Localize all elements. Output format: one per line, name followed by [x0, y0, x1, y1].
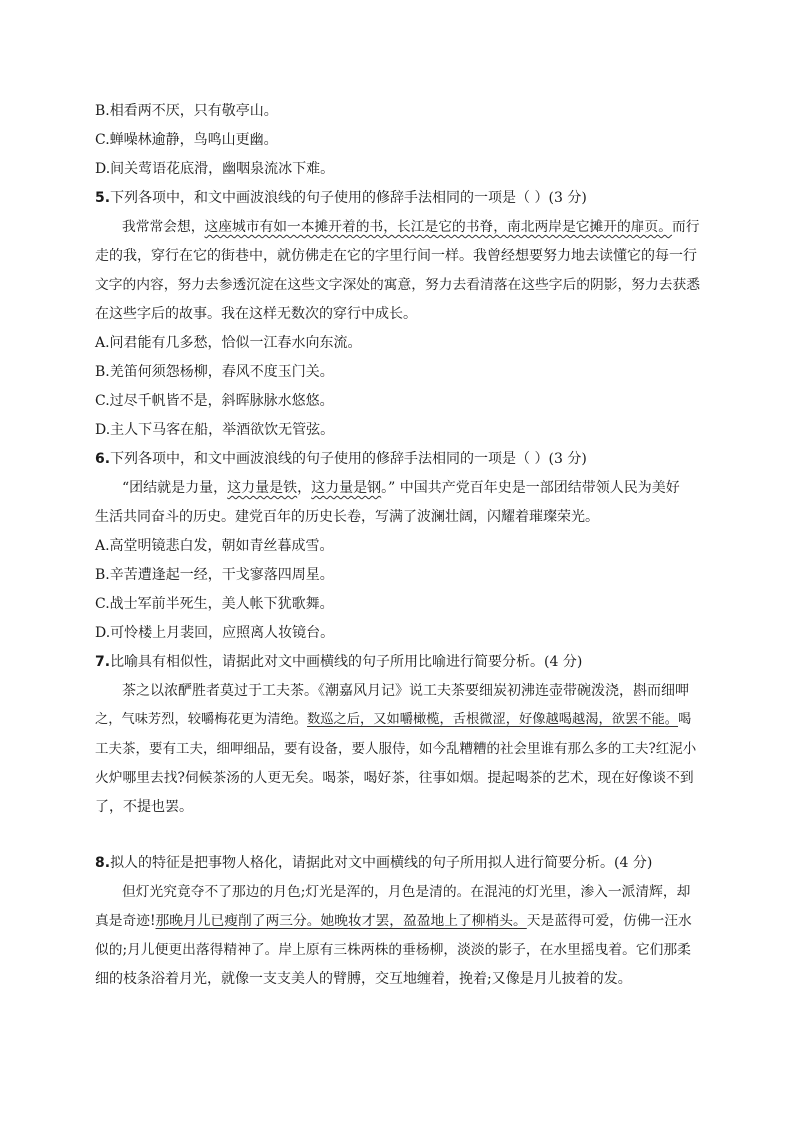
q6-passage-text: ， — [297, 480, 312, 496]
q6-passage-line-1 — [122, 479, 680, 497]
q5-number: 5. — [95, 190, 111, 206]
q6-number: 6. — [95, 451, 111, 467]
q5-passage-line-3: 文字的内容，努力去参透沉淀在这些文字深处的寓意，努力去看清落在这些字后的阴影，努力去获悉 — [95, 277, 701, 293]
q4-option-b: B.相看两不厌，只有敬亭山。 — [95, 103, 278, 119]
q7-passage-line-4: 火炉哪里去找?伺候茶汤的人更无矣。喝茶，喝好茶，往事如烟。提起喝茶的艺术，现在好像谈不到 — [95, 770, 694, 786]
q6-option-d: D.可怜楼上月裴回，应照离人妆镜台。 — [95, 625, 335, 641]
q8-passage-text: 天是蓝得可爱，仿佛一汪水 — [526, 913, 692, 929]
q5-option-a: A.问君能有几多愁，恰似一江春水向东流。 — [95, 335, 362, 351]
q6-option-b: B.辛苦遭逢起一经，干戈寥落四周星。 — [95, 567, 334, 583]
q8-passage-line-4: 细的枝条浴着月光，就像一支支美人的臂膊，交互地缠着，挽着;又像是月儿披着的发。 — [95, 971, 632, 987]
q5-wavy-sentence: 这座城市有如一本摊开着的书，长江是它的书脊，南北两岸是它摊开的扉页。 — [204, 219, 673, 235]
q5-passage-text: 而行 — [672, 219, 700, 235]
q6-stem — [95, 450, 587, 468]
q7-underlined-sentence: 数巡之后，又如嚼橄榄，舌根微涩，好像越喝越渴，欲罢不能。 — [307, 712, 679, 727]
q5-passage-text: 我常常会想， — [122, 219, 205, 235]
q5-stem-text: 下列各项中，和文中画波浪线的句子使用的修辞手法相同的一项是（ ）(3 分) — [110, 190, 587, 206]
q7-passage-text: 之，气味芳烈，较嚼梅花更为清绝。 — [95, 712, 308, 727]
q7-passage-line-1: 茶之以浓酽胜者莫过于工夫茶。《潮嘉风月记》说工夫茶要细炭初沸连壶带碗泼浇，斟而细呷 — [122, 683, 689, 699]
q4-option-d: D.间关莺语花底滑，幽咽泉流冰下难。 — [95, 161, 335, 177]
q5-option-d: D.主人下马客在船，举酒欲饮无管弦。 — [95, 422, 335, 438]
q7-number: 7. — [95, 654, 111, 670]
q6-passage-line-2: 生活共同奋斗的历史。建党百年的历史长卷，写满了波澜壮阔，闪耀着璀璨荣光。 — [95, 509, 599, 525]
q8-number: 8. — [95, 855, 111, 871]
q5-stem — [95, 189, 587, 207]
q5-passage-line-4: 在这些字后的故事。我在这样无数次的穿行中成长。 — [95, 306, 417, 322]
q5-option-c: C.过尽千帆皆不是，斜晖脉脉水悠悠。 — [95, 393, 334, 409]
q7-passage-line-5: 了，不提也罢。 — [95, 799, 193, 815]
q6-wavy-phrase-2: 这力量是钢 — [311, 480, 382, 496]
q8-passage-text: 真是奇迹! — [95, 913, 156, 929]
q8-passage-line-1: 但灯光究竟夺不了那边的月色;灯光是浑的，月色是清的。在混沌的灯光里，渗入一派清辉，却 — [122, 884, 691, 900]
q4-option-c: C.蝉噪林逾静，鸟鸣山更幽。 — [95, 132, 278, 148]
q5-passage-line-1 — [122, 218, 700, 236]
q5-option-b: B.羌笛何须怨杨柳，春风不度玉门关。 — [95, 364, 334, 380]
q6-option-c: C.战士军前半死生，美人帐下犹歌舞。 — [95, 596, 334, 612]
q7-stem-text: 比喻具有相似性，请据此对文中画横线的句子所用比喻进行简要分析。(4 分) — [110, 654, 583, 670]
q8-passage-line-2 — [95, 912, 692, 930]
q6-passage-text: “团结就是力量， — [122, 480, 228, 496]
q8-stem-text: 拟人的特征是把事物人格化，请据此对文中画横线的句子所用拟人进行简要分析。(4 分) — [110, 855, 653, 871]
q6-stem-text: 下列各项中，和文中画波浪线的句子使用的修辞手法相同的一项是（ ）(3 分) — [110, 451, 587, 467]
q7-passage-line-3: 工夫茶，要有工夫，细呷细品，要有设备，要人服侍，如今乱糟糟的社会里谁有那么多的工夫?红泥小 — [95, 741, 697, 757]
q8-underlined-sentence: 那晚月儿已瘦削了两三分。她晚妆才罢，盈盈地上了柳梢头。 — [155, 913, 527, 929]
q7-passage-text: 喝 — [678, 712, 692, 727]
q8-stem — [95, 854, 652, 872]
q7-passage-line-2 — [95, 711, 691, 729]
q6-wavy-phrase-1: 这力量是铁 — [227, 480, 298, 496]
q6-option-a: A.高堂明镜悲白发，朝如青丝暮成雪。 — [95, 538, 334, 554]
q7-stem — [95, 653, 582, 671]
q8-passage-line-3: 似的;月儿便更出落得精神了。岸上原有三株两株的垂杨柳，淡淡的影子，在水里摇曳着。它们那柔 — [95, 942, 691, 958]
q5-passage-line-2: 走的我，穿行在它的街巷中，就仿佛走在它的字里行间一样。我曾经想要努力地去读懂它的每一行 — [95, 248, 697, 264]
q6-passage-text: 。” 中国共产党百年史是一部团结带领人民为美好 — [381, 480, 680, 496]
